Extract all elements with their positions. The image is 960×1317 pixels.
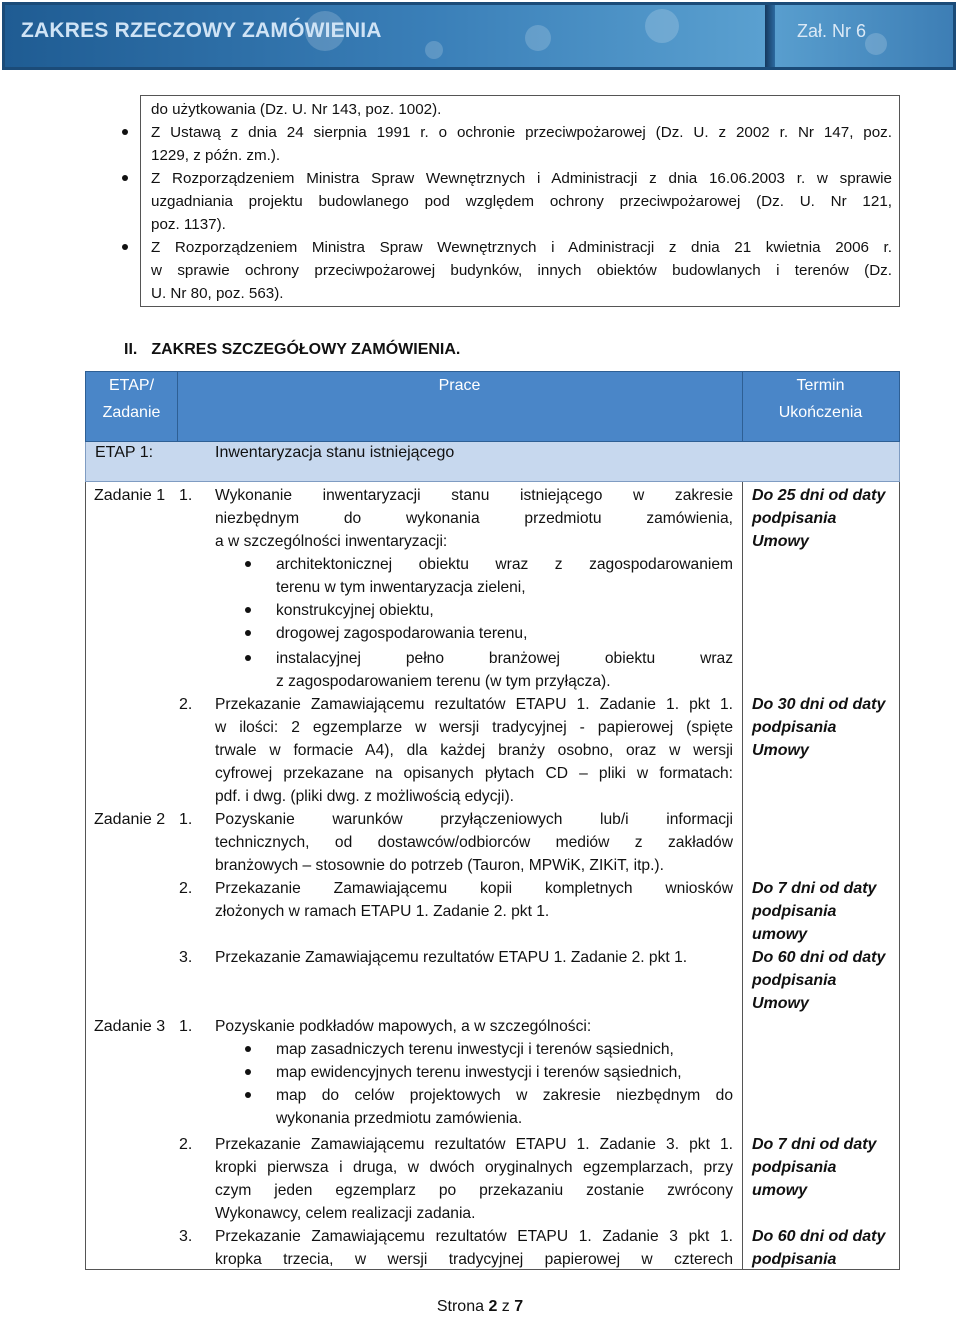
task-text: cyfrowej przekazane na opisanych płytach CD – pliki w formatach: — [215, 765, 733, 782]
section-number: II. — [124, 341, 138, 358]
task-text: trwale w formacie A4), dla każdej branży osobno, oraz w wersji — [215, 742, 733, 759]
page-header — [2, 2, 956, 70]
task-text: Przekazanie Zamawiającemu rezultatów ETAPU 1. Zadanie 3 pkt 1. — [215, 1228, 733, 1245]
task-text: branżowych – stosownie do potrzeb (Tauron, MPWiK, ZIKiT, itp.). — [215, 857, 664, 874]
legal-line: poz. 1137). — [151, 216, 226, 233]
etap-title: Inwentaryzacja stanu istniejącego — [215, 444, 455, 461]
header-termin: Termin — [796, 377, 845, 394]
header-etap: ETAP/ — [108, 377, 155, 394]
bullet-icon — [122, 129, 128, 135]
bullet-icon — [245, 607, 251, 613]
task-bullet: map do celów projektowych w zakresie niezbędnym do — [276, 1087, 733, 1104]
task-text: pdf. i dwg. (pliki dwg. z możliwością edycji). — [215, 788, 514, 805]
task-bullet: map zasadniczych terenu inwestycji i terenów sąsiednich, — [276, 1041, 674, 1058]
task-text: Przekazanie Zamawiającemu rezultatów ETAPU 1. Zadanie 1. pkt 1. — [215, 696, 733, 713]
header-separator — [765, 5, 775, 67]
deadline: Do 60 dni od daty podpisania — [752, 1228, 886, 1268]
deadline: Do 25 dni od daty podpisania Umowy — [752, 487, 886, 550]
task-bullet: architektonicznej obiektu wraz z zagospodarowaniem — [276, 556, 733, 573]
task-text: a w szczególności inwentaryzacji: — [215, 533, 448, 550]
header-prace: Prace — [438, 377, 481, 394]
attachment-number: Zał. Nr 6 — [797, 21, 867, 41]
legal-line: uzgadniania projektu budowlanego pod względem ochrony przeciwpożarowej (Dz. U. Nr 121, — [151, 193, 892, 210]
bullet-icon — [245, 1069, 251, 1075]
header-ukonczenia: Ukończenia — [778, 404, 863, 421]
legal-line: w sprawie ochrony przeciwpożarowej budynków, innych obiektów budowlanych i terenów (Dz. — [151, 262, 892, 279]
task-text: Przekazanie Zamawiającemu rezultatów ETAPU 1. Zadanie 2. pkt 1. — [215, 949, 688, 966]
task-bullet: map ewidencyjnych terenu inwestycji i terenów sąsiednich, — [276, 1064, 682, 1081]
section-heading: ZAKRES SZCZEGÓŁOWY ZAMÓWIENIA. — [151, 341, 461, 358]
bullet-icon — [245, 655, 251, 661]
legal-line: Z Rozporządzeniem Ministra Spraw Wewnętrznych i Administracji z dnia 16.06.2003 r. w sprawie — [151, 170, 892, 187]
item-number: 1. — [179, 811, 193, 828]
zadanie-2-label: Zadanie 2 — [94, 811, 166, 828]
task-bullet: terenu w tym inwentaryzacja zieleni, — [276, 579, 526, 596]
task-text: niezbędnym do wykonania przedmiotu zamówienia, — [215, 510, 733, 527]
current-page: 2 — [488, 1298, 498, 1315]
task-bullet: drogowej zagospodarowania terenu, — [276, 625, 528, 642]
bullet-icon — [245, 1092, 251, 1098]
task-bullet: wykonania przedmiotu zamówienia. — [276, 1110, 523, 1127]
header-title: ZAKRES RZECZOWY ZAMÓWIENIA — [21, 19, 382, 42]
task-text: kropka trzecia, w wersji tradycyjnej papierowej w czterech — [215, 1251, 733, 1268]
bullet-icon — [122, 175, 128, 181]
task-text: czym jeden egzemplarz po przekazaniu zostanie zwrócony — [215, 1182, 733, 1199]
task-text: kropki pierwsza i druga, w dwóch oryginalnych egzemplarzach, przy — [215, 1159, 733, 1176]
item-number: 3. — [179, 1228, 193, 1245]
zadanie-1-label: Zadanie 1 — [94, 487, 166, 504]
legal-line: U. Nr 80, poz. 563). — [151, 285, 284, 302]
etap-label: ETAP 1: — [95, 444, 154, 461]
deadline: Do 7 dni od daty podpisania umowy — [752, 1136, 877, 1199]
item-number: 2. — [179, 880, 193, 897]
bullet-icon — [122, 244, 128, 250]
task-text: technicznych, od dostawców/odbiorców mediów z zakładów — [215, 834, 733, 851]
deadline: Do 60 dni od daty podpisania Umowy — [752, 949, 886, 1012]
section-title — [124, 341, 460, 359]
task-text: złożonych w ramach ETAPU 1. Zadanie 2. pkt 1. — [215, 903, 550, 920]
task-bullet: z zagospodarowaniem terenu (w tym przyłącza). — [276, 673, 611, 690]
task-text: w ilości: 2 egzemplarze w wersji tradycyjnej - papierowej (spięte — [215, 719, 733, 736]
task-text: Wykonanie inwentaryzacji stanu istniejącego w zakresie — [215, 487, 733, 504]
item-number: 1. — [179, 487, 193, 504]
bullet-icon — [245, 630, 251, 636]
legal-line: Z Rozporządzeniem Ministra Spraw Wewnętrznych i Administracji z dnia 21 kwietnia 2006 r. — [151, 239, 892, 256]
task-bullet: konstrukcyjnej obiektu, — [276, 602, 434, 619]
legal-line: Z Ustawą z dnia 24 sierpnia 1991 r. o ochronie przeciwpożarowej (Dz. U. z 2002 r. Nr 147, poz. — [151, 124, 892, 141]
item-number: 3. — [179, 949, 193, 966]
total-pages: 7 — [514, 1298, 524, 1315]
etap-row — [85, 442, 900, 482]
table-header — [85, 371, 900, 442]
item-number: 1. — [179, 1018, 193, 1035]
task-bullet: instalacyjnej pełno branżowej obiektu wraz — [276, 650, 733, 667]
task-text: Przekazanie Zamawiającemu kopii kompletnych wniosków — [215, 880, 733, 897]
page-footer: Strona 2 z 7 — [436, 1298, 524, 1315]
task-text: Pozyskanie warunków przyłączeniowych lub/i informacji — [215, 811, 733, 828]
legal-line: 1229, z późn. zm.). — [151, 147, 281, 164]
deadline: Do 7 dni od daty podpisania umowy — [752, 880, 877, 943]
task-text: Przekazanie Zamawiającemu rezultatów ETAPU 1. Zadanie 3. pkt 1. — [215, 1136, 733, 1153]
item-number: 2. — [179, 1136, 193, 1153]
legal-line: do użytkowania (Dz. U. Nr 143, poz. 1002). — [151, 101, 442, 118]
task-text: Wykonawcy, celem realizacji zadania. — [215, 1205, 476, 1222]
deadline: Do 30 dni od daty podpisania Umowy — [752, 696, 886, 759]
header-zadanie: Zadanie — [102, 404, 161, 421]
item-number: 2. — [179, 696, 193, 713]
bullet-icon — [245, 1046, 251, 1052]
task-text: Pozyskanie podkładów mapowych, a w szczególności: — [215, 1018, 592, 1035]
bullet-icon — [245, 561, 251, 567]
zadanie-3-label: Zadanie 3 — [94, 1018, 166, 1035]
